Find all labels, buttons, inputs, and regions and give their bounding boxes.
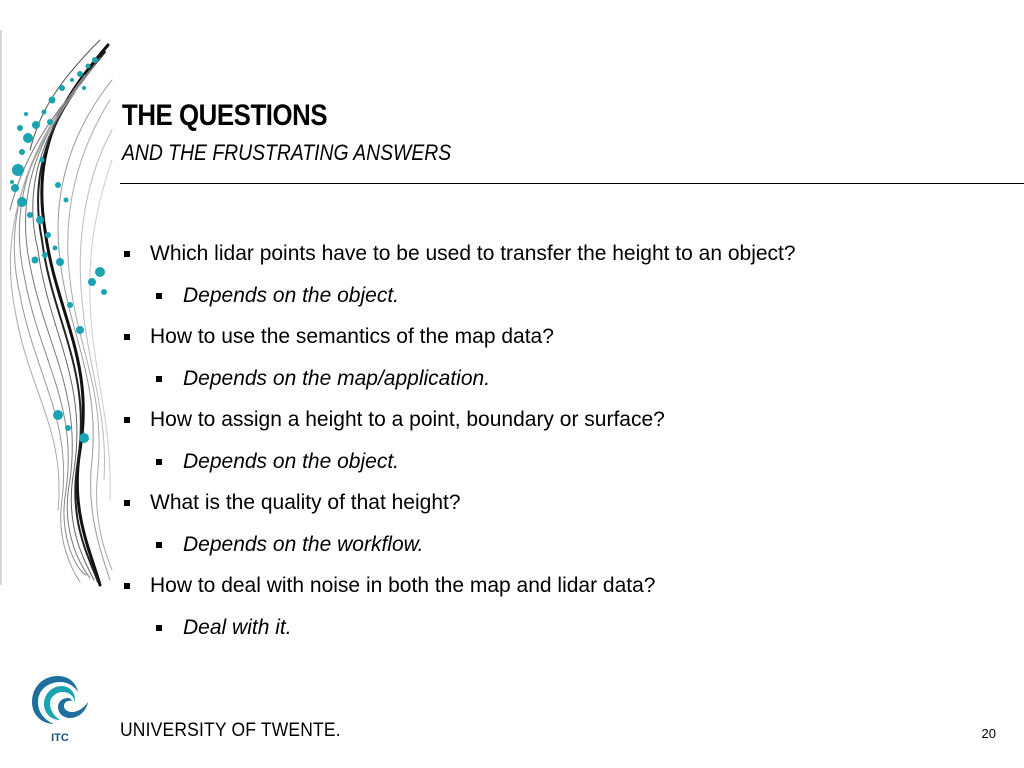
bullet-answer	[120, 360, 1010, 402]
itc-logo	[28, 672, 92, 744]
square-bullet-icon	[156, 293, 162, 299]
question-text: What is the quality of that height?	[150, 491, 461, 514]
bullet-question	[120, 401, 1010, 443]
bullet-list	[120, 235, 1010, 650]
header-divider	[120, 183, 1024, 184]
question-text: How to assign a height to a point, boundary or surface?	[150, 408, 665, 431]
answer-text: Depends on the map/application.	[183, 366, 491, 390]
bullet-answer	[120, 609, 1010, 651]
slide-subtitle: AND THE FRUSTRATING ANSWERS	[122, 140, 452, 165]
page-number: 20	[981, 726, 996, 741]
flowing-lines-decoration	[0, 30, 115, 590]
slide-title: THE QUESTIONS	[122, 99, 328, 132]
square-bullet-icon	[124, 417, 130, 423]
bullet-question	[120, 567, 1010, 609]
bullet-answer	[120, 443, 1010, 485]
university-name: UNIVERSITY OF TWENTE.	[120, 720, 341, 741]
answer-text: Depends on the object.	[183, 449, 399, 473]
bullet-answer	[120, 277, 1010, 319]
itc-logo-text: ITC	[51, 732, 69, 744]
square-bullet-icon	[156, 376, 162, 382]
square-bullet-icon	[124, 334, 130, 340]
answer-text: Depends on the workflow.	[183, 532, 424, 556]
answer-text: Deal with it.	[183, 615, 292, 639]
square-bullet-icon	[124, 251, 130, 257]
square-bullet-icon	[124, 583, 130, 589]
question-text: How to use the semantics of the map data?	[150, 325, 554, 348]
question-text: Which lidar points have to be used to transfer the height to an object?	[150, 242, 796, 265]
answer-text: Depends on the object.	[183, 283, 399, 307]
square-bullet-icon	[156, 542, 162, 548]
bullet-question	[120, 235, 1010, 277]
question-text: How to deal with noise in both the map and lidar data?	[150, 574, 656, 597]
square-bullet-icon	[156, 625, 162, 631]
bullet-question	[120, 484, 1010, 526]
square-bullet-icon	[124, 500, 130, 506]
square-bullet-icon	[156, 459, 162, 465]
bullet-question	[120, 318, 1010, 360]
bullet-answer	[120, 526, 1010, 568]
